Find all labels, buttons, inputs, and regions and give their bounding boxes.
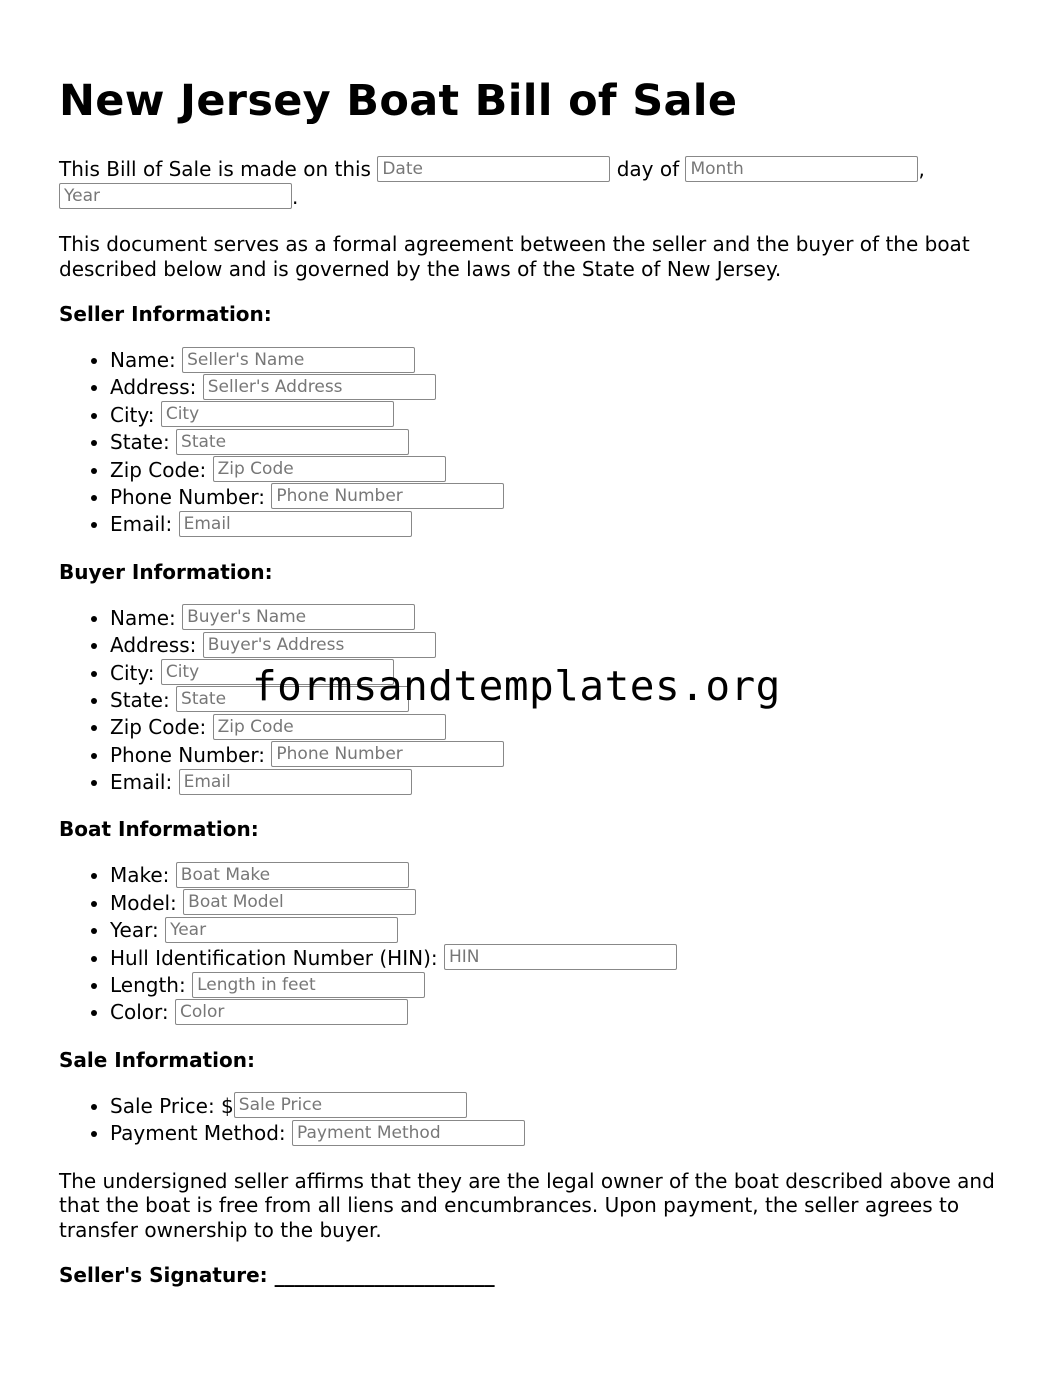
intro-text-start: This Bill of Sale is made on this <box>59 157 371 181</box>
buyer-city-input[interactable] <box>161 659 394 685</box>
intro-period: . <box>292 184 299 209</box>
buyer-zip-item <box>110 714 1009 741</box>
seller-state-item <box>110 429 1009 456</box>
buyer-name-input[interactable] <box>182 604 415 630</box>
buyer-state-label: State: <box>110 687 170 712</box>
document-page <box>59 72 1009 1288</box>
seller-email-label: Email: <box>110 512 173 537</box>
date-input[interactable] <box>377 156 610 182</box>
seller-name-item <box>110 347 1009 374</box>
page-title: New Jersey Boat Bill of Sale <box>59 76 738 126</box>
buyer-heading: Buyer Information: <box>59 559 273 584</box>
description-paragraph: This document serves as a formal agreement between the seller and the buyer of the boat described below and is governed by the laws of the State of New Jersey. <box>59 232 970 281</box>
buyer-address-label: Address: <box>110 633 197 658</box>
seller-state-label: State: <box>110 430 170 455</box>
seller-phone-label: Phone Number: <box>110 484 266 509</box>
sale-price-label: Sale Price: $ <box>110 1093 234 1118</box>
buyer-email-item <box>110 769 1009 796</box>
boat-color-item <box>110 999 1009 1026</box>
buyer-city-label: City: <box>110 660 155 685</box>
boat-year-item <box>110 917 1009 944</box>
payment-method-item <box>110 1120 1009 1147</box>
boat-model-input[interactable] <box>183 889 416 915</box>
boat-hin-label: Hull Identification Number (HIN): <box>110 945 438 970</box>
signature-blank[interactable]: ______________________ <box>274 1263 495 1288</box>
buyer-state-input[interactable] <box>176 686 409 712</box>
seller-zip-input[interactable] <box>213 456 446 482</box>
buyer-phone-label: Phone Number: <box>110 742 266 767</box>
boat-make-item <box>110 862 1009 889</box>
payment-method-label: Payment Method: <box>110 1121 286 1146</box>
buyer-name-label: Name: <box>110 605 176 630</box>
boat-year-input[interactable] <box>165 917 398 943</box>
seller-name-input[interactable] <box>182 347 415 373</box>
seller-phone-item <box>110 484 1009 511</box>
buyer-state-item <box>110 687 1009 714</box>
seller-address-item <box>110 374 1009 401</box>
affirmation-paragraph: The undersigned seller affirms that they are the legal owner of the boat described above and that the boat is free from all liens and encumbrances. Upon payment, the seller agrees to transfer ownership to the buyer. <box>59 1168 995 1242</box>
sale-field-list <box>59 1093 1009 1148</box>
seller-address-label: Address: <box>110 375 197 400</box>
seller-email-item <box>110 511 1009 538</box>
buyer-address-item <box>110 632 1009 659</box>
intro-text-day-of: day of <box>616 157 680 181</box>
seller-city-label: City: <box>110 402 155 427</box>
boat-color-input[interactable] <box>175 999 408 1025</box>
seller-field-list <box>59 347 1009 539</box>
intro-comma: , <box>918 157 925 181</box>
boat-hin-input[interactable] <box>444 944 677 970</box>
month-input[interactable] <box>685 156 918 182</box>
seller-address-input[interactable] <box>203 374 436 400</box>
sale-heading: Sale Information: <box>59 1047 255 1072</box>
buyer-phone-input[interactable] <box>271 741 504 767</box>
boat-length-item <box>110 972 1009 999</box>
sale-price-input[interactable] <box>234 1092 467 1118</box>
seller-email-input[interactable] <box>179 511 412 537</box>
buyer-phone-item <box>110 742 1009 769</box>
watermark-text: formsandtemplates.org <box>252 662 781 710</box>
boat-model-label: Model: <box>110 890 177 915</box>
boat-make-label: Make: <box>110 863 170 888</box>
boat-make-input[interactable] <box>176 862 409 888</box>
buyer-email-label: Email: <box>110 770 173 795</box>
boat-length-input[interactable] <box>192 972 425 998</box>
boat-hin-item <box>110 945 1009 972</box>
sale-price-item <box>110 1093 1009 1120</box>
seller-zip-label: Zip Code: <box>110 457 207 482</box>
signature-line <box>59 1262 1009 1288</box>
buyer-address-input[interactable] <box>203 632 436 658</box>
seller-heading: Seller Information: <box>59 302 272 326</box>
payment-method-input[interactable] <box>292 1120 525 1146</box>
seller-city-input[interactable] <box>161 401 394 427</box>
boat-color-label: Color: <box>110 1000 169 1025</box>
intro-paragraph <box>59 156 1009 211</box>
buyer-field-list <box>59 605 1009 797</box>
boat-field-list <box>59 862 1009 1026</box>
boat-year-label: Year: <box>110 918 159 943</box>
seller-zip-item <box>110 457 1009 484</box>
seller-state-input[interactable] <box>176 429 409 455</box>
boat-length-label: Length: <box>110 973 186 998</box>
buyer-zip-input[interactable] <box>213 714 446 740</box>
buyer-zip-label: Zip Code: <box>110 715 207 740</box>
boat-model-item <box>110 890 1009 917</box>
seller-city-item <box>110 402 1009 429</box>
buyer-name-item <box>110 605 1009 632</box>
signature-label: Seller's Signature: <box>59 1263 268 1288</box>
buyer-email-input[interactable] <box>179 769 412 795</box>
year-input[interactable] <box>59 183 292 209</box>
buyer-city-item <box>110 660 1009 687</box>
boat-heading: Boat Information: <box>59 817 259 842</box>
seller-name-label: Name: <box>110 348 176 372</box>
seller-phone-input[interactable] <box>271 483 504 509</box>
